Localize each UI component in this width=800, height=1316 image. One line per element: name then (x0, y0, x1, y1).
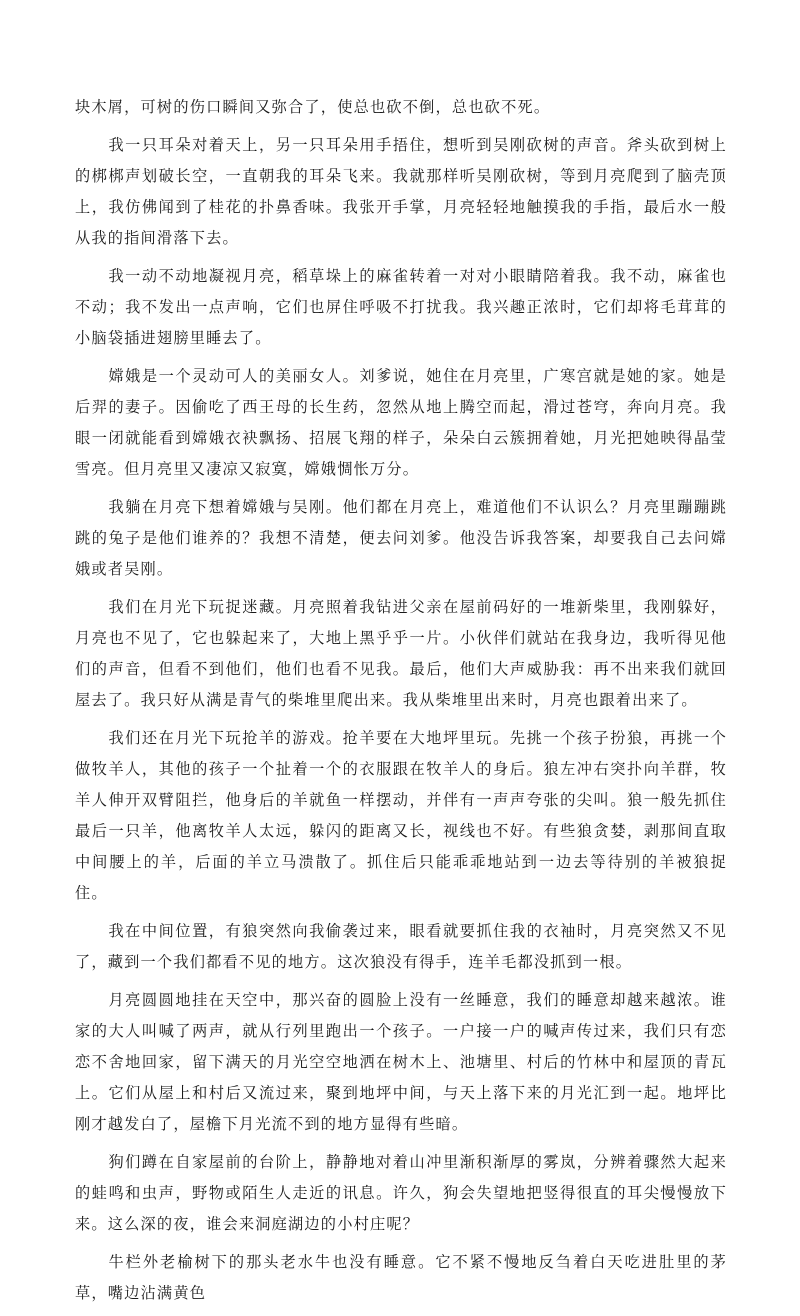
paragraph-4: 嫦娥是一个灵动可人的美丽女人。刘爹说，她住在月亮里，广寒宫就是她的家。她是后羿的妻子。因偷吃了西王母的长生药，忽然从地上腾空而起，滑过苍穹，奔向月亮。我眼一闭就能看到嫦娥衣袂飘扬、招展飞翔的样子，朵朵白云簇拥着她，月光把她映得晶莹雪亮。但月亮里又凄凉又寂寞，嫦娥惆怅万分。 (75, 367, 727, 478)
document-body (75, 92, 727, 1316)
paragraph-10: 狗们蹲在自家屋前的台阶上，静静地对着山冲里渐积渐厚的雾岚，分辨着骤然大起来的蛙鸣和虫声，野物或陌生人走近的讯息。许久，狗会失望地把竖得很直的耳尖慢慢放下来。这么深的夜，谁会来洞庭湖边的小村庄呢？ (75, 1153, 727, 1233)
paragraph-3: 我一动不动地凝视月亮，稻草垛上的麻雀转着一对对小眼睛陪着我。我不动，麻雀也不动；我不发出一点声响，它们也屏住呼吸不打扰我。我兴趣正浓时，它们却将毛茸茸的小脑袋插进翅膀里睡去了。 (75, 267, 727, 347)
paragraph-2: 我一只耳朵对着天上，另一只耳朵用手捂住，想听到吴刚砍树的声音。斧头砍到树上的梆梆声划破长空，一直朝我的耳朵飞来。我就那样听吴刚砍树，等到月亮爬到了脑壳顶上，我仿佛闻到了桂花的扑鼻香味。我张开手掌，月亮轻轻地触摸我的手指，最后水一般从我的指间滑落下去。 (75, 136, 727, 247)
paragraph-1: 块木屑，可树的伤口瞬间又弥合了，使总也砍不倒，总也砍不死。 (75, 98, 551, 116)
paragraph-8: 我在中间位置，有狼突然向我偷袭过来，眼看就要抓住我的衣袖时，月亮突然又不见了，藏到一个我们都看不见的地方。这次狼没有得手，连羊毛都没抓到一根。 (75, 922, 727, 971)
paragraph-11: 牛栏外老榆树下的那头老水牛也没有睡意。它不紧不慢地反刍着白天吃进肚里的茅草，嘴边沾满黄色 (75, 1253, 727, 1302)
paragraph-5: 我躺在月亮下想着嫦娥与吴刚。他们都在月亮上，难道他们不认识么？月亮里蹦蹦跳跳的兔子是他们谁养的？我想不清楚，便去问刘爹。他没告诉我答案，却要我自己去问嫦娥或者吴刚。 (75, 498, 727, 578)
paragraph-7: 我们还在月光下玩抢羊的游戏。抢羊要在大地坪里玩。先挑一个孩子扮狼，再挑一个做牧羊人，其他的孩子一个扯着一个的衣服跟在牧羊人的身后。狼左冲右突扑向羊群，牧羊人伸开双臂阻拦，他身后的羊就鱼一样摆动，并伴有一声声夸张的尖叫。狼一般先抓住最后一只羊，他离牧羊人太远，躲闪的距离又长，视线也不好。有些狼贪婪，剥那间直取中间腰上的羊，后面的羊立马溃散了。抓住后只能乖乖地站到一边去等待别的羊被狼捉住。 (75, 729, 727, 902)
paragraph-9: 月亮圆圆地挂在天空中，那兴奋的圆脸上没有一丝睡意，我们的睡意却越来越浓。谁家的大人叫喊了两声，就从行列里跑出一个孩子。一户接一户的喊声传过来，我们只有恋恋不舍地回家，留下满天的月光空空地洒在树木上、池塘里、村后的竹林中和屋顶的青瓦上。它们从屋上和村后又流过来，聚到地坪中间，与天上落下来的月光汇到一起。地坪比刚才越发白了，屋檐下月光流不到的地方显得有些暗。 (75, 991, 727, 1133)
paragraph-6: 我们在月光下玩捉迷藏。月亮照着我钻进父亲在屋前码好的一堆新柴里，我刚躲好，月亮也不见了，它也躲起来了，大地上黑乎乎一片。小伙伴们就站在我身边，我听得见他们的声音，但看不到他们，他们也看不见我。最后，他们大声威胁我：再不出来我们就回屋去了。我只好从满是青气的柴堆里爬出来。我从柴堆里出来时，月亮也跟着出来了。 (75, 598, 727, 709)
